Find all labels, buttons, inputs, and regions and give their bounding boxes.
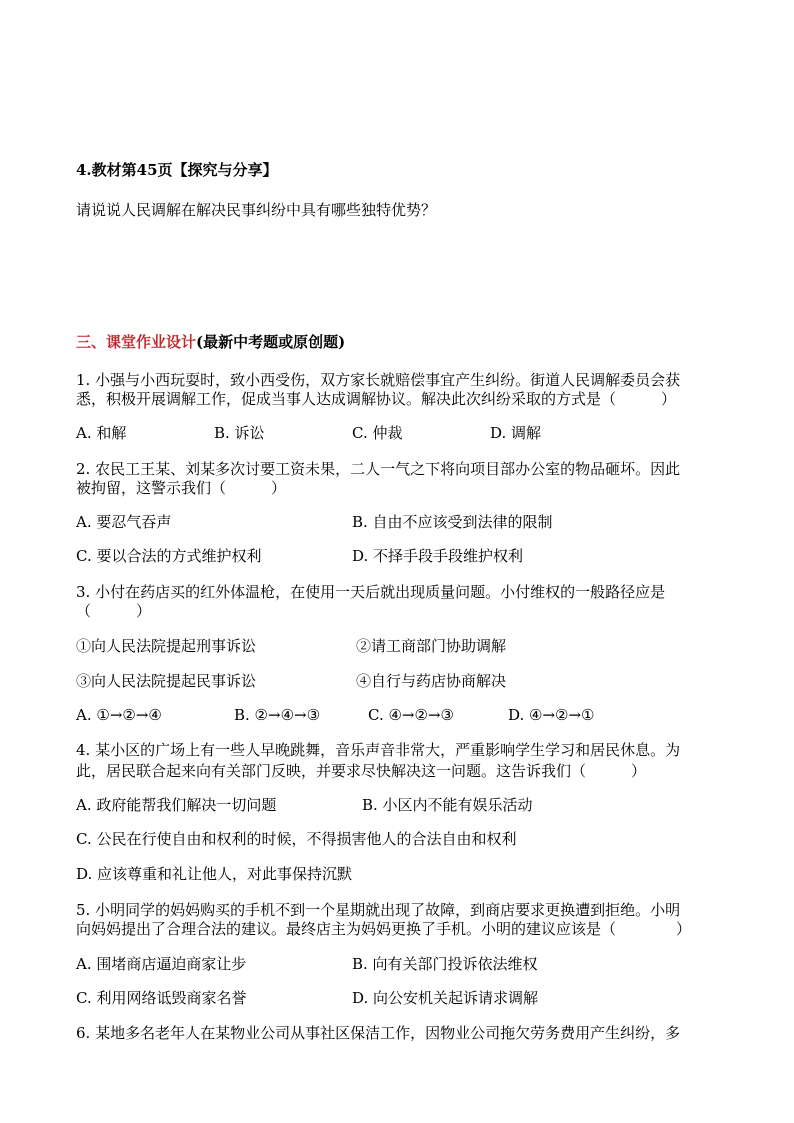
section3-title-note: (最新中考题或原创题) <box>196 333 346 351</box>
q5-line1: 5. 小明同学的妈妈购买的手机不到一个星期就出现了故障，到商店要求更换遭到拒绝。小明 <box>76 901 681 919</box>
q2-option-b: B. 自由不应该受到法律的限制 <box>352 513 553 531</box>
q1-option-c: C. 仲裁 <box>352 424 403 442</box>
q5-line2: 向妈妈提出了合理合法的建议。最终店主为妈妈更换了手机。小明的建议应该是（ ） <box>76 920 692 938</box>
q2-line2: 被拘留，这警示我们（ ） <box>76 479 287 497</box>
q1-option-b: B. 诉讼 <box>214 424 265 442</box>
q2-line1: 2. 农民工王某、刘某多次讨要工资未果，二人一气之下将向项目部办公室的物品砸坏。因此 <box>76 460 681 478</box>
q2-option-c: C. 要以合法的方式维护权利 <box>76 547 262 565</box>
q3-line2: （ ） <box>76 602 152 620</box>
q4-option-c: C. 公民在行使自由和权利的时候，不得损害他人的合法自由和权利 <box>76 830 517 848</box>
q1-option-d: D. 调解 <box>490 424 542 442</box>
section4-prompt: 请说说人民调解在解决民事纠纷中具有哪些独特优势？ <box>76 201 437 219</box>
q5-option-d: D. 向公安机关起诉请求调解 <box>352 989 539 1007</box>
section3-title-main: 三、课堂作业设计 <box>76 333 197 351</box>
q1-line1: 1. 小强与小西玩耍时，致小西受伤，双方家长就赔偿事宜产生纠纷。街道人民调解委员会获 <box>76 371 681 389</box>
q4-line1: 4. 某小区的广场上有一些人早晚跳舞，音乐声音非常大，严重影响学生学习和居民休息。为 <box>76 741 681 759</box>
q3-option-a: A. ①→②→④ <box>76 706 162 724</box>
q3-option-b: B. ②→④→③ <box>234 706 321 724</box>
q1-line2: 悉，积极开展调解工作，促成当事人达成调解协议。解决此次纠纷采取的方式是（ ） <box>76 390 677 408</box>
q6-line1: 6. 某地多名老年人在某物业公司从事社区保洁工作，因物业公司拖欠劳务费用产生纠纷，多 <box>76 1024 681 1042</box>
q4-option-d: D. 应该尊重和礼让他人，对此事保持沉默 <box>76 865 353 883</box>
q4-line2: 此，居民联合起来向有关部门反映，并要求尽快解决这一问题。这告诉我们（ ） <box>76 762 647 780</box>
q3-item-3: ③向人民法院提起民事诉讼 <box>76 672 257 690</box>
q2-option-d: D. 不择手段手段维护权利 <box>352 547 524 565</box>
q5-option-c: C. 利用网络诋毁商家名誉 <box>76 989 247 1007</box>
q4-option-a: A. 政府能帮我们解决一切问题 <box>76 796 277 814</box>
q3-line1: 3. 小付在药店买的红外体温枪，在使用一天后就出现质量问题。小付维权的一般路径应是 <box>76 583 666 601</box>
q3-option-c: C. ④→②→③ <box>368 706 454 724</box>
q3-item-1: ①向人民法院提起刑事诉讼 <box>76 637 257 655</box>
q3-item-2: ②请工商部门协助调解 <box>356 637 507 655</box>
q3-item-4: ④自行与药店协商解决 <box>356 672 507 690</box>
q3-option-d: D. ④→②→① <box>508 706 595 724</box>
q5-option-a: A. 围堵商店逼迫商家让步 <box>76 955 247 973</box>
q2-option-a: A. 要忍气吞声 <box>76 513 172 531</box>
section3-title <box>76 332 345 352</box>
q1-option-a: A. 和解 <box>76 424 127 442</box>
q4-option-b: B. 小区内不能有娱乐活动 <box>362 796 533 814</box>
section4-heading: 4.教材第45页【探究与分享】 <box>76 161 278 179</box>
q5-option-b: B. 向有关部门投诉依法维权 <box>352 955 538 973</box>
